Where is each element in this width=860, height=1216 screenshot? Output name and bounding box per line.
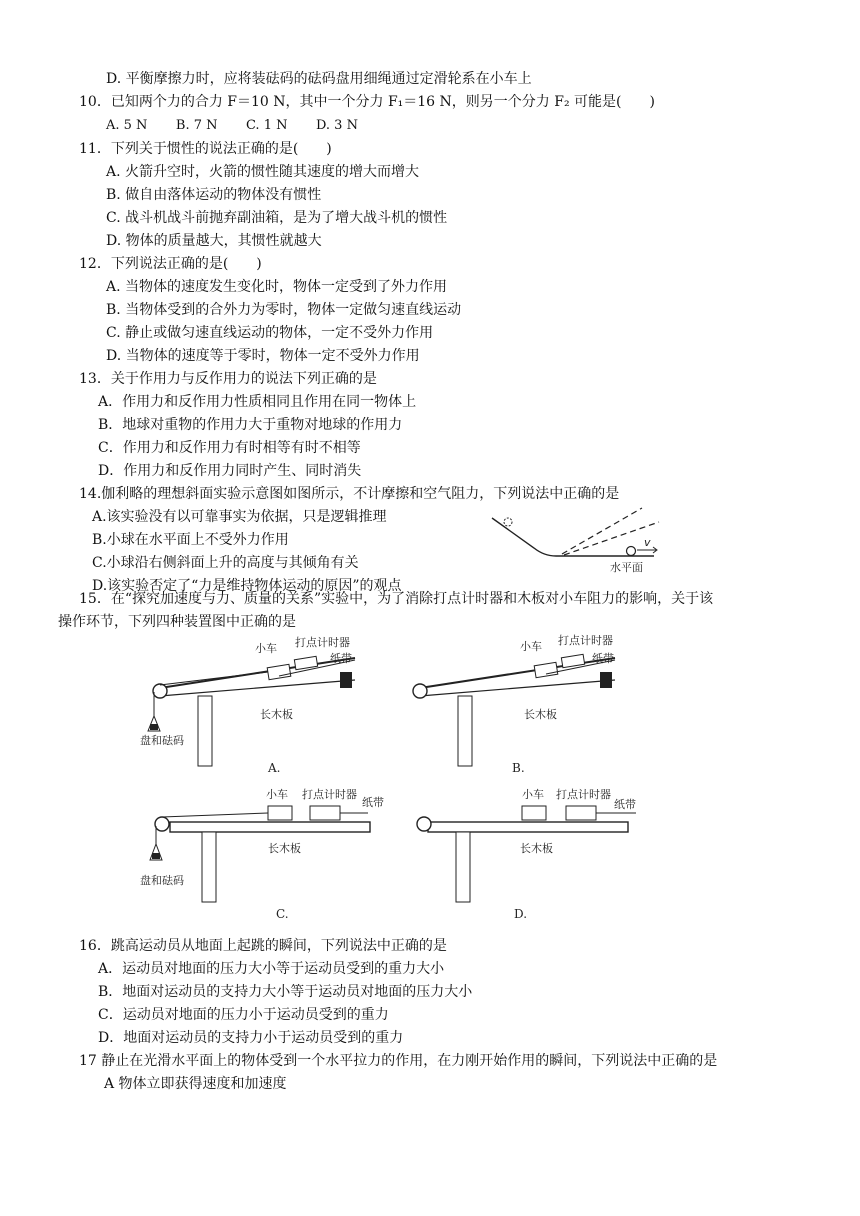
q11-option-b: B. 做自由落体运动的物体没有惯性 <box>106 187 322 203</box>
q15-stem-line1: 15．在“探究加速度与力、质量的关系”实验中，为了消除打点计时器和木板对小车阻力的影响，关于该 <box>79 591 714 607</box>
apparatus-b <box>400 636 630 778</box>
timer-label: 打点计时器 <box>302 788 357 801</box>
tape-label: 纸带 <box>362 796 384 809</box>
q14-option-b: B.小球在水平面上不受外力作用 <box>92 532 289 548</box>
q11-option-a: A. 火箭升空时，火箭的惯性随其速度的增大而增大 <box>106 164 420 180</box>
q17-option-a: A 物体立即获得速度和加速度 <box>104 1076 287 1092</box>
q10-option-d: D. 3 N <box>315 118 358 133</box>
q13-option-b: B．地球对重物的作用力大于重物对地球的作用力 <box>98 417 403 433</box>
caption-c: C. <box>276 907 289 921</box>
timer-label: 打点计时器 <box>556 788 611 801</box>
velocity-label: v <box>644 536 651 549</box>
q16-option-b: B．地面对运动员的支持力大小等于运动员对地面的压力大小 <box>98 984 473 1000</box>
apparatus-c <box>140 782 384 924</box>
q10-stem: 10．已知两个力的合力 F＝10 N，其中一个分力 F₁＝16 N，则另一个分力 F₂ 可能是( ) <box>79 94 655 110</box>
weights-label: 盘和砝码 <box>140 874 184 887</box>
q9-option-d: D. 平衡摩擦力时，应将装砝码的砝码盘用细绳通过定滑轮系在小车上 <box>106 71 532 87</box>
incline-diagram <box>484 504 664 580</box>
q12-option-c: C. 静止或做匀速直线运动的物体，一定不受外力作用 <box>106 325 434 341</box>
board-label: 长木板 <box>520 842 553 855</box>
q10-option-a: A. 5 N <box>106 118 148 133</box>
q10-option-b: B. 7 N <box>175 118 218 133</box>
q16-option-d: D．地面对运动员的支持力小于运动员受到的重力 <box>98 1030 404 1046</box>
ball-flat <box>627 547 636 556</box>
q11-option-d: D. 物体的质量越大，其惯性就越大 <box>106 233 322 249</box>
q16-option-a: A．运动员对地面的压力大小等于运动员受到的重力大小 <box>98 961 445 977</box>
caption-b: B. <box>512 761 525 775</box>
tape-label: 纸带 <box>614 798 636 811</box>
caption-a: A. <box>268 761 281 775</box>
timer-label: 打点计时器 <box>295 636 350 649</box>
q13-option-a: A．作用力和反作用力性质相同且作用在同一物体上 <box>98 394 417 410</box>
timer-label: 打点计时器 <box>558 634 613 647</box>
tape-label: 纸带 <box>330 652 352 665</box>
q10-options <box>106 116 382 135</box>
weights-label: 盘和砝码 <box>140 734 184 747</box>
apparatus-d <box>410 782 640 924</box>
q13-stem: 13．关于作用力与反作用力的说法下列正确的是 <box>79 371 377 387</box>
apparatus-a <box>140 636 370 778</box>
q14-option-d: D.该实验否定了“力是维持物体运动的原因”的观点 <box>92 578 402 594</box>
car-label: 小车 <box>266 788 288 801</box>
board-label: 长木板 <box>268 842 301 855</box>
q17-stem: 17 静止在光滑水平面上的物体受到一个水平拉力的作用，在力刚开始作用的瞬间，下列说法中正确的是 <box>79 1053 718 1069</box>
q15-stem-line2: 操作环节，下列四种装置图中正确的是 <box>58 614 296 630</box>
board-label: 长木板 <box>260 708 293 721</box>
caption-d: D. <box>514 907 528 921</box>
q14-option-c: C.小球沿右侧斜面上升的高度与其倾角有关 <box>92 555 359 571</box>
q16-option-c: C．运动员对地面的压力小于运动员受到的重力 <box>98 1007 389 1023</box>
q10-option-c: C. 1 N <box>245 118 288 133</box>
car-label: 小车 <box>522 788 544 801</box>
q14-stem: 14.伽利略的理想斜面实验示意图如图所示，不计摩擦和空气阻力，下列说法中正确的是 <box>79 486 620 502</box>
q13-option-d: D．作用力和反作用力同时产生、同时消失 <box>98 463 362 479</box>
q13-option-c: C．作用力和反作用力有时相等有时不相等 <box>98 440 361 456</box>
ball-start <box>504 518 512 526</box>
q11-stem: 11．下列关于惯性的说法正确的是( ) <box>79 141 332 157</box>
tape-label: 纸带 <box>592 652 614 665</box>
q12-option-d: D. 当物体的速度等于零时，物体一定不受外力作用 <box>106 348 420 364</box>
board-label: 长木板 <box>524 708 557 721</box>
car-label: 小车 <box>520 640 542 653</box>
q12-stem: 12．下列说法正确的是( ) <box>79 256 262 272</box>
car-label: 小车 <box>255 642 277 655</box>
q12-option-a: A. 当物体的速度发生变化时，物体一定受到了外力作用 <box>106 279 448 295</box>
q16-stem: 16．跳高运动员从地面上起跳的瞬间，下列说法中正确的是 <box>79 938 447 954</box>
q12-option-b: B. 当物体受到的合外力为零时，物体一定做匀速直线运动 <box>106 302 462 318</box>
q14-option-a: A.该实验没有以可靠事实为依据，只是逻辑推理 <box>92 509 387 525</box>
q11-option-c: C. 战斗机战斗前抛弃副油箱，是为了增大战斗机的惯性 <box>106 210 448 226</box>
horizontal-plane-label: 水平面 <box>610 561 643 574</box>
